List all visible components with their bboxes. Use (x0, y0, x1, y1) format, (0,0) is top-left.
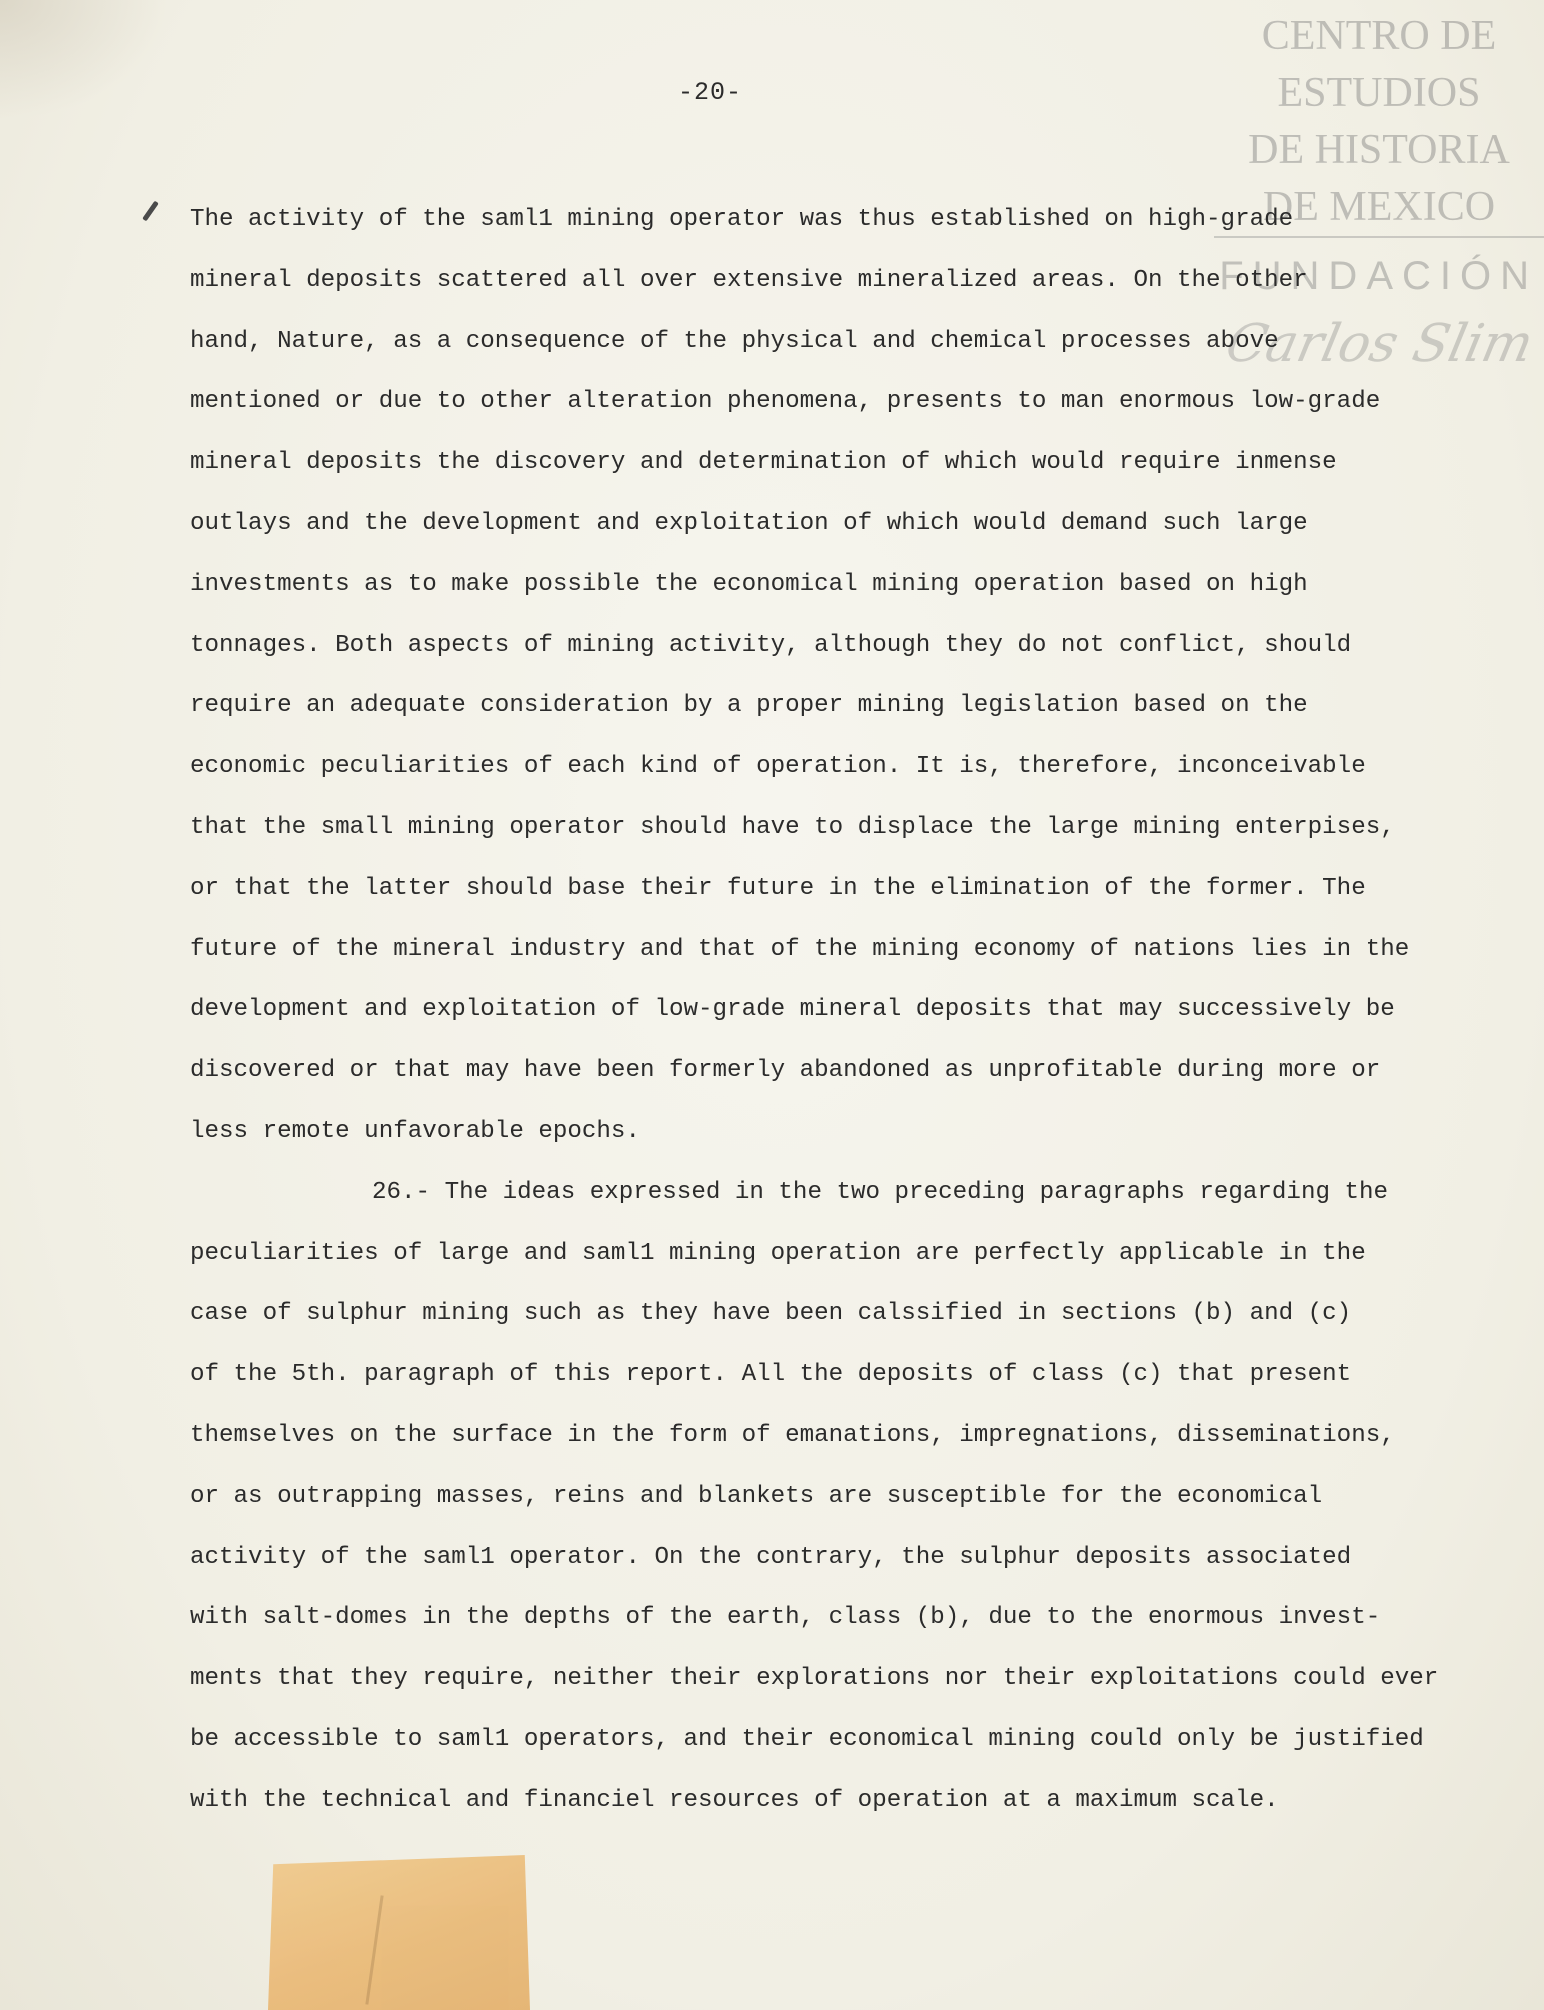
pencil-mark-icon (142, 201, 159, 222)
text-line: less remote unfavorable epochs. (190, 1117, 640, 1145)
text-line: with the technical and financiel resources of operation at a maximum scale. (190, 1786, 1279, 1814)
page-number: -20- (677, 78, 742, 107)
watermark-line: DE MEXICO (1262, 184, 1496, 230)
text-line: mentioned or due to other alteration phenomena, presents to man enormous low-grade (190, 388, 1381, 416)
watermark-line: DE HISTORIA (1248, 127, 1510, 173)
text-line: economic peculiarities of each kind of operation. It is, therefore, inconceivable (190, 753, 1366, 781)
text-line: or as outrapping masses, reins and blankets are susceptible for the economical (190, 1482, 1323, 1510)
paragraph-1 (190, 190, 1500, 1163)
text-line: The activity of the saml1 mining operator was thus established on high-grade (190, 206, 1294, 233)
text-line: ments that they require, neither their explorations nor their exploitations could ever (190, 1665, 1439, 1693)
watermark-foundation: FUNDACIÓN (1219, 254, 1538, 298)
text-line: case of sulphur mining such as they have been calssified in sections (b) and (c) (190, 1300, 1352, 1328)
text-line: themselves on the surface in the form of emanations, impregnations, disseminations, (190, 1421, 1395, 1449)
document-body (190, 190, 1500, 1832)
text-line: of the 5th. paragraph of this report. All the deposits of class (c) that present (190, 1361, 1352, 1389)
text-line: 26.- The ideas expressed in the two preceding paragraphs regarding the (372, 1178, 1389, 1206)
text-line: future of the mineral industry and that of the mining economy of nations lies in the (190, 935, 1410, 963)
paragraph-2 (190, 1163, 1500, 1832)
adhesive-tape (268, 1855, 530, 2010)
text-line: or that the latter should base their future in the elimination of the former. The (190, 874, 1366, 902)
watermark-signature: Carlos Slim (1220, 314, 1539, 374)
text-line: hand, Nature, as a consequence of the physical and chemical processes above (190, 327, 1279, 355)
text-line: development and exploitation of low-grade mineral deposits that may successively be (190, 996, 1395, 1024)
text-line: peculiarities of large and saml1 mining operation are perfectly applicable in the (190, 1239, 1366, 1267)
text-line: outlays and the development and exploitation of which would demand such large (190, 509, 1308, 537)
watermark-line: ESTUDIOS (1277, 70, 1481, 116)
text-line: that the small mining operator should have to displace the large mining enterpises, (190, 813, 1395, 841)
text-line: require an adequate consideration by a proper mining legislation based on the (190, 692, 1308, 720)
text-line: activity of the saml1 operator. On the contrary, the sulphur deposits associated (190, 1543, 1352, 1571)
text-line: mineral deposits the discovery and determination of which would require inmense (190, 449, 1337, 477)
text-line: be accessible to saml1 operators, and their economical mining could only be justified (190, 1725, 1424, 1753)
text-line: investments as to make possible the economical mining operation based on high (190, 570, 1308, 598)
watermark-line: CENTRO DE (1261, 13, 1497, 59)
text-line: with salt-domes in the depths of the earth, class (b), due to the enormous invest- (190, 1604, 1381, 1632)
text-line: discovered or that may have been formerly abandoned as unprofitable during more or (190, 1057, 1381, 1085)
text-line: tonnages. Both aspects of mining activity, although they do not conflict, should (190, 631, 1352, 659)
text-line: mineral deposits scattered all over extensive mineralized areas. On the other (190, 266, 1308, 294)
